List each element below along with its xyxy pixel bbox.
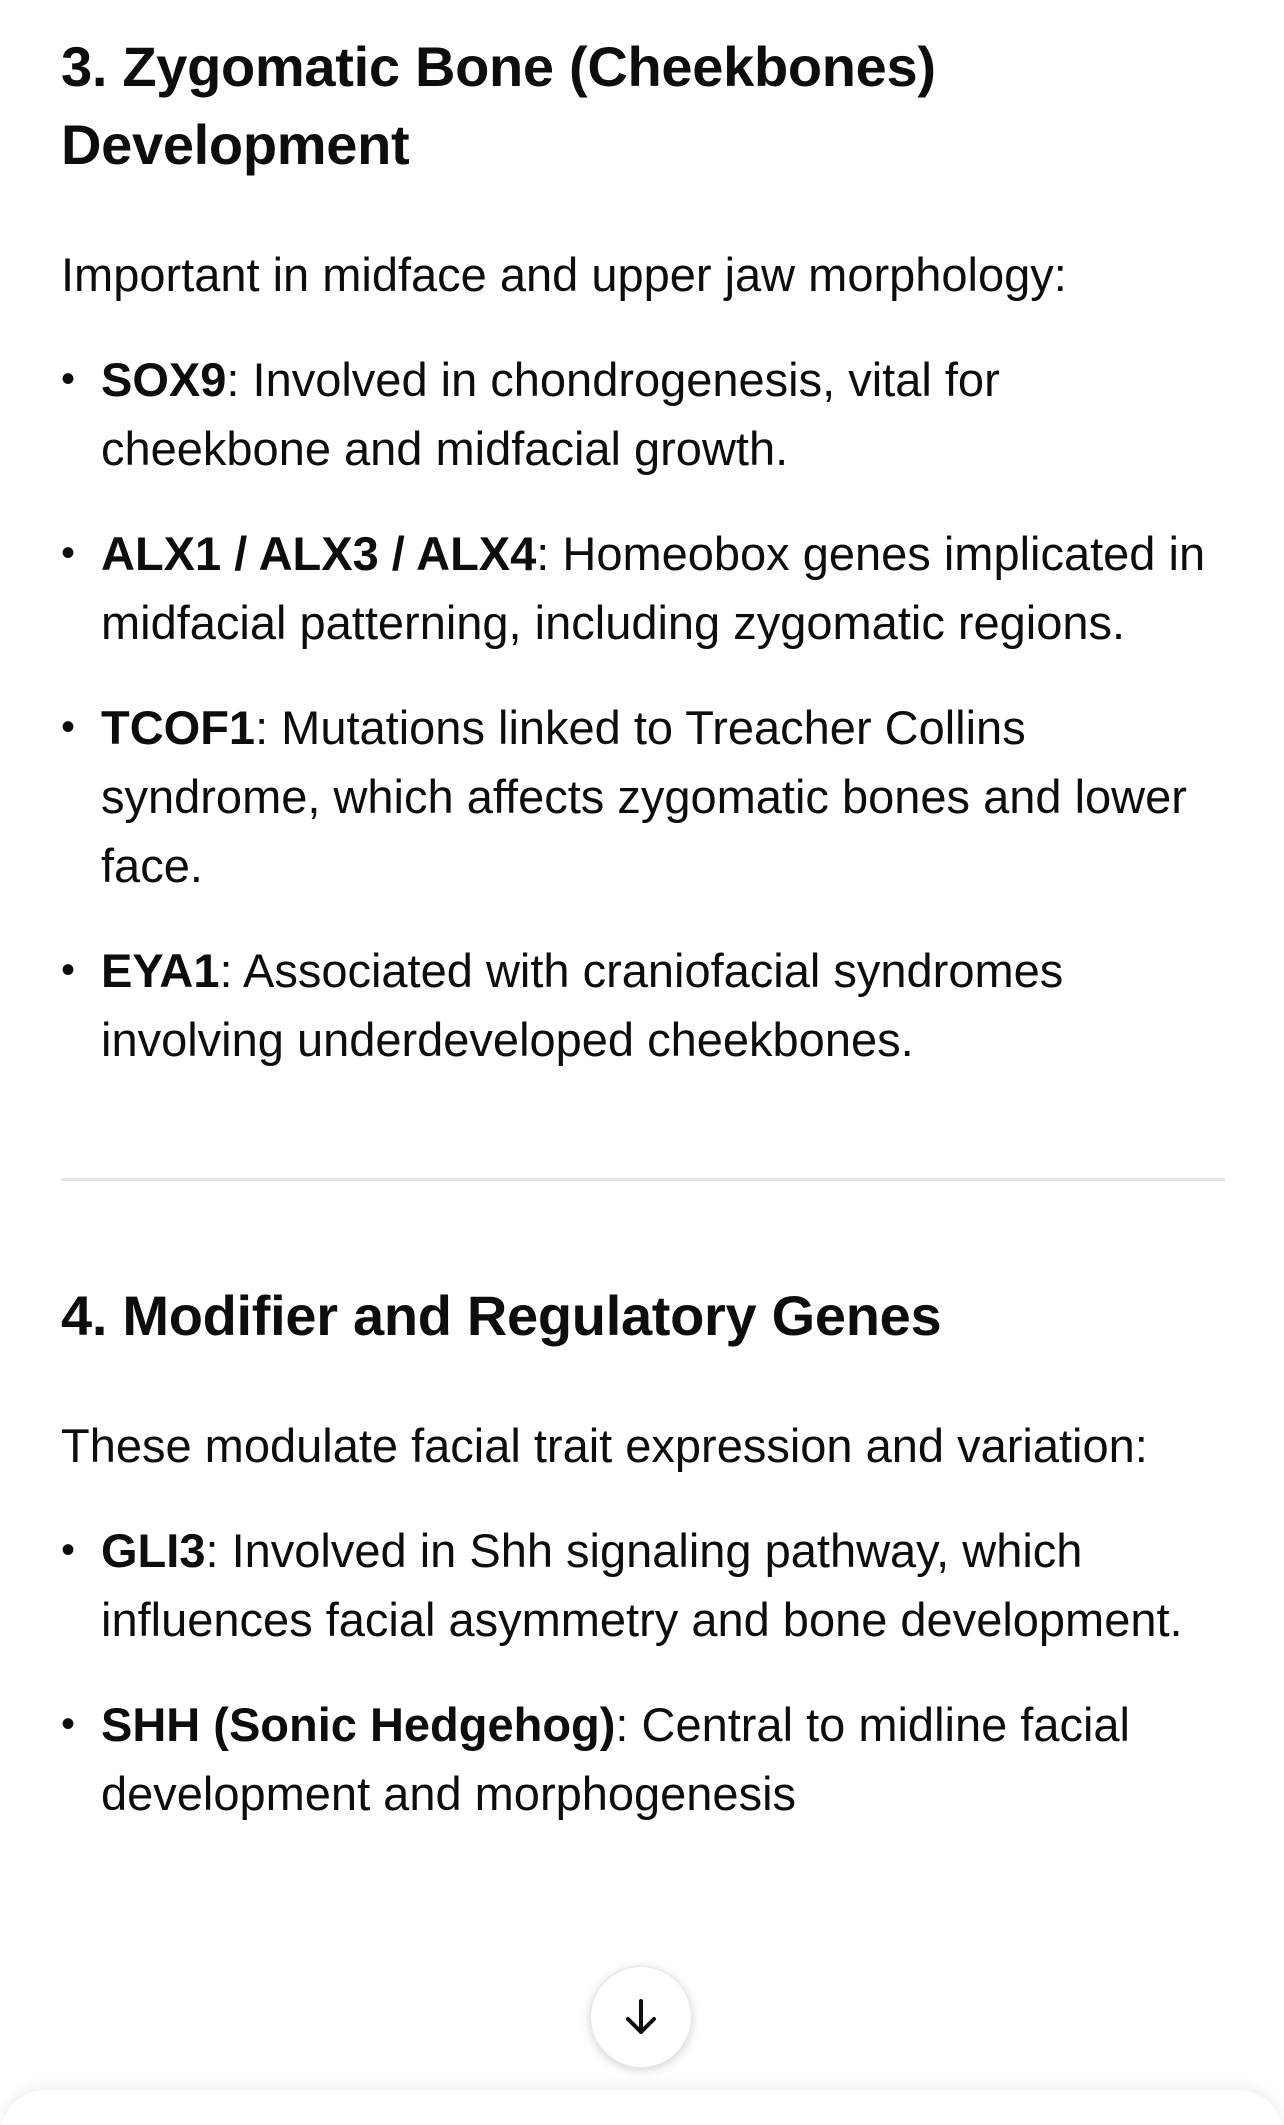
gene-description: : Mutations linked to Treacher Collins syndrome, which affects zygomatic bones and lower face. [101, 701, 1187, 892]
bullet: • [61, 357, 76, 401]
bullet: • [61, 531, 76, 575]
gene-term: EYA1 [101, 944, 220, 997]
section-intro-modifier: These modulate facial trait expression and variation: [61, 1419, 1148, 1472]
list-item [61, 519, 1231, 657]
composer-panel-edge [0, 2090, 1284, 2125]
section-intro-zygomatic: Important in midface and upper jaw morphology: [61, 248, 1067, 301]
section-heading-modifier: 4. Modifier and Regulatory Genes [61, 1284, 942, 1347]
arrow-down-icon [619, 1995, 663, 2039]
bullet: • [61, 1528, 76, 1572]
gene-term: TCOF1 [101, 701, 256, 754]
section-heading-zygomatic: 3. Zygomatic Bone (Cheekbones) Development [61, 35, 936, 176]
gene-description: : Involved in chondrogenesis, vital for cheekbone and midfacial growth. [101, 353, 1000, 475]
bullet: • [61, 948, 76, 992]
gene-description: : Homeobox genes implicated in midfacial patterning, including zygomatic regions. [101, 527, 1206, 649]
list-item [61, 693, 1231, 900]
gene-description: : Central to midline facial development and morphogenesis [101, 1698, 1131, 1820]
section-divider [61, 1178, 1225, 1181]
bullet: • [61, 705, 76, 749]
gene-list-modifier [61, 1516, 1231, 1828]
list-item [61, 1690, 1231, 1828]
gene-description: : Associated with craniofacial syndromes involving underdeveloped cheekbones. [101, 944, 1064, 1066]
gene-term: GLI3 [101, 1524, 206, 1577]
list-item [61, 1516, 1231, 1654]
gene-list-zygomatic [61, 345, 1231, 1074]
scroll-to-bottom-button[interactable] [590, 1966, 692, 2068]
list-item [61, 345, 1231, 483]
message-content [61, 28, 1231, 1864]
list-item [61, 936, 1231, 1074]
gene-description: : Involved in Shh signaling pathway, which influences facial asymmetry and bone development. [101, 1524, 1183, 1646]
gene-term: ALX1 / ALX3 / ALX4 [101, 527, 537, 580]
gene-term: SHH (Sonic Hedgehog) [101, 1698, 616, 1751]
gene-term: SOX9 [101, 353, 227, 406]
bullet: • [61, 1702, 76, 1746]
